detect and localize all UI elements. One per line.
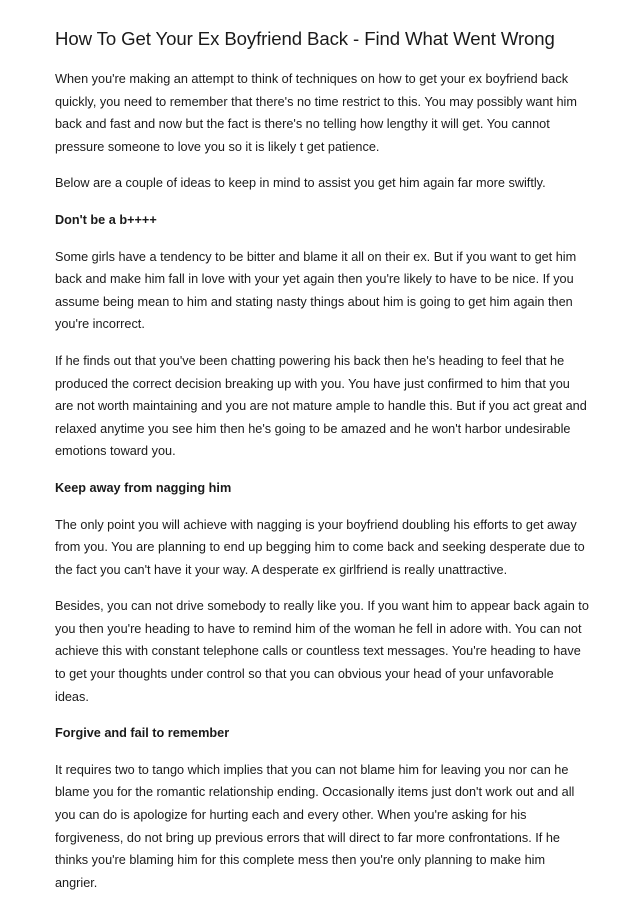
- paragraph-drive: Besides, you can not drive somebody to really like you. If you want him to appear back again to you then you're heading to have to remind him of the woman he fell in adore with. You can not achieve this with constant telephone calls or countless text messages. You're heading to have to get your thoughts under control so that you can obvious your head of your unfavorable ideas.: [55, 599, 589, 704]
- paragraph-nagging: The only point you will achieve with nagging is your boyfriend doubling his efforts to get away from you. You are planning to end up begging him to come back and seeking desperate due to the fact you can't have it your way. A desperate ex girlfriend is really unattractive.: [55, 517, 585, 577]
- section-heading-forgive: Forgive and fail to remember: [55, 726, 230, 741]
- paragraph-tips-intro: Below are a couple of ideas to keep in mind to assist you get him again far more swiftly.: [55, 176, 546, 191]
- paragraph-tango: It requires two to tango which implies that you can not blame him for leaving you nor can he blame you for the romantic relationship ending. Occasionally items just don't work out and all you can do is apologize for hurting each and every other. When you're asking for his forgiveness, do not bring up previous errors that will direct to far more confrontations. If he thinks you're blaming him for this complete mess then you're only planning to make him angrier.: [55, 762, 575, 890]
- paragraph-intro: When you're making an attempt to think of techniques on how to get your ex boyfriend back quickly, you need to remember that there's no time restrict to this. You may possibly want him back and fast and now but the fact is there's no telling how lengthy it will get. You cannot pressure someone to love you so it is likely t get patience.: [55, 72, 577, 154]
- section-heading-dont-be: Don't be a b++++: [55, 212, 157, 227]
- paragraph-chatting: If he finds out that you've been chatting powering his back then he's heading to feel that he produced the correct decision breaking up with you. You have just confirmed to him that you are not worth maintaining and you are not mature ample to handle this. But if you act great and relaxed anytime you see him then he's going to be amazed and he won't harbor undesirable emotions toward you.: [55, 353, 587, 459]
- paragraph-bitter: Some girls have a tendency to be bitter and blame it all on their ex. But if you want to get him back and make him fall in love with your yet again then you're likely to have to be nice. If you assume being mean to him and stating nasty things about him is going to get him again then you're incorrect.: [55, 249, 577, 332]
- section-heading-nagging: Keep away from nagging him: [55, 480, 232, 495]
- document-page: [55, 26, 590, 908]
- document-title: How To Get Your Ex Boyfriend Back - Find What Went Wrong: [55, 28, 555, 49]
